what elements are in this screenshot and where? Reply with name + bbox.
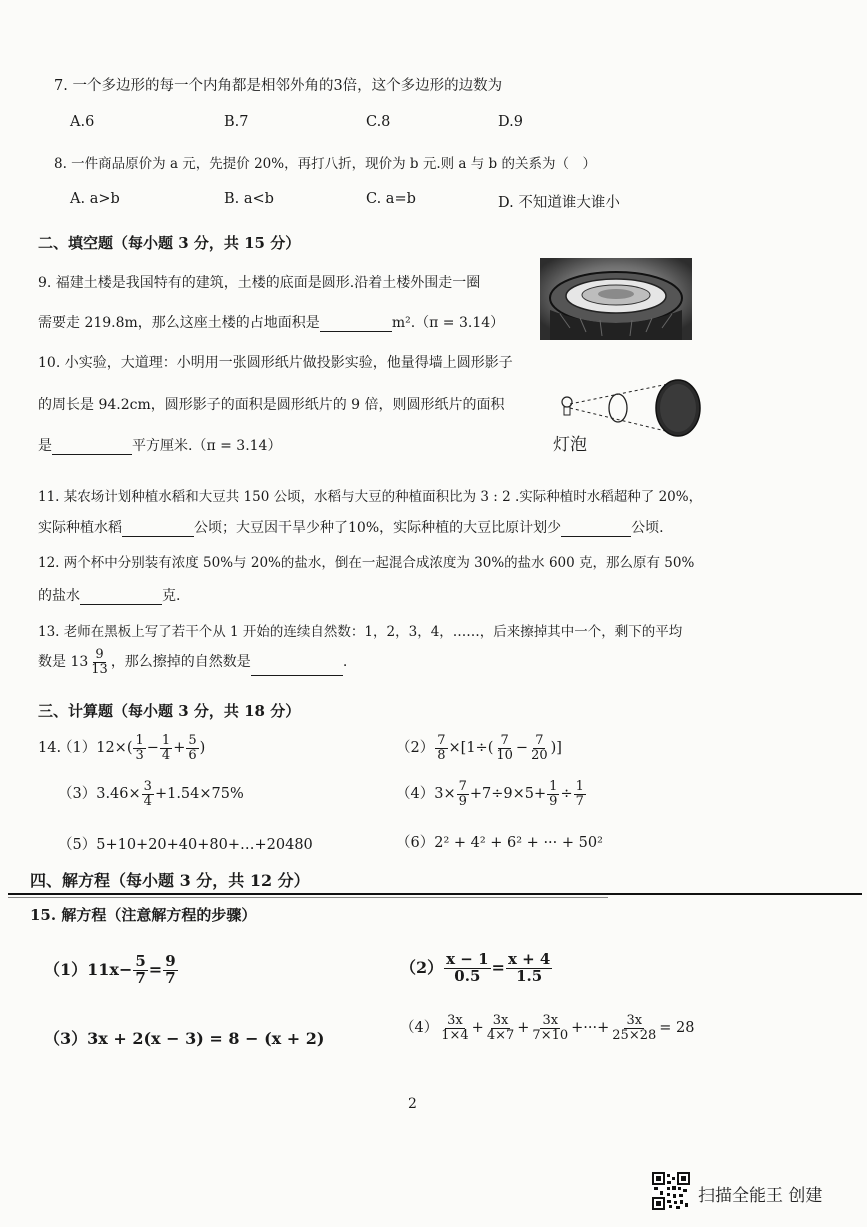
q14-part2: （2） $\frac{7}{8}$ ×[1÷( $\frac{7}{10}$ − $\frac{7}{20}$ )] xyxy=(396,733,562,763)
q15-title: 15. 解方程（注意解方程的步骤） xyxy=(30,906,257,924)
q15-part3: （3）3x + 2(x − 3) = 8 − (x + 2) xyxy=(44,1029,325,1048)
section-3-title: 三、计算题（每小题 3 分，共 18 分） xyxy=(38,702,301,720)
q10-line1: 10. 小实验，大道理：小明用一张圆形纸片做投影实验，他量得墙上圆形影子 xyxy=(38,355,513,371)
q11-text-c: 公顷. xyxy=(631,520,664,536)
q13-line1: 13. 老师在黑板上写了若干个从 1 开始的连续自然数：1，2，3，4，……，后来擦掉其中一个，剩下的平均 xyxy=(38,624,683,640)
watermark-text: 扫描全能王 创建 xyxy=(698,1186,823,1206)
q8-stem: 8. 一件商品原价为 a 元，先提价 20%，再打八折，现价为 b 元.则 a 与 b 的关系为（ ） xyxy=(54,156,596,172)
q13-text-c: . xyxy=(342,654,348,671)
q7-stem: 7. 一个多边形的每一个内角都是相邻外角的3倍，这个多边形的边数为 xyxy=(54,78,503,94)
q14-label: 14. xyxy=(38,740,62,756)
section-2-title: 二、填空题（每小题 3 分，共 15 分） xyxy=(38,234,301,252)
q12-line2 xyxy=(38,585,180,605)
q10-text-b: 平方厘米.（π = 3.14） xyxy=(132,438,282,454)
q7-option-c: C.8 xyxy=(366,114,391,130)
q13-text-b: ，那么擦掉的自然数是 xyxy=(110,654,251,671)
q9-answer-blank[interactable] xyxy=(320,317,392,332)
q8-option-c: C. a=b xyxy=(366,191,416,207)
q14-part3: （3）3.46× $\frac{3}{4}$ +1.54×75% xyxy=(58,779,244,809)
section-4-title: 四、解方程（每小题 3 分，共 12 分） xyxy=(30,871,310,890)
q11-blank-1[interactable] xyxy=(122,522,194,537)
q7-option-b: B.7 xyxy=(224,114,249,130)
q8-option-a: A. a>b xyxy=(70,191,120,207)
q15-part2: （2） $\frac{x - 1}{0.5}$ = $\frac{x + 4}{1.5}$ xyxy=(400,950,551,985)
q13-answer-blank[interactable] xyxy=(251,661,343,676)
q10-text-a: 是 xyxy=(38,438,52,454)
q10-answer-blank[interactable] xyxy=(52,440,132,455)
q15-part4: （4） $\frac{3x}{1\times 4}$ + $\frac{3x}{4\times 7}$ + $\frac{3x}{7\times 10}$ +···+ $\frac{3x}{25\times 28}$ = 28 xyxy=(400,1013,695,1043)
q7-option-a: A.6 xyxy=(70,114,95,130)
divider-line xyxy=(8,893,862,895)
q14-part1: （1）12×( $\frac{1}{3}$ − $\frac{1}{4}$ + $\frac{5}{6}$ ) xyxy=(58,733,206,763)
q14-part6: （6）2² + 4² + 6² + ··· + 50² xyxy=(396,835,603,851)
bulb-label: 灯泡 xyxy=(553,435,587,455)
q9-line2 xyxy=(38,312,504,332)
q12-text-b: 克. xyxy=(162,588,181,604)
q13-fraction: $\frac{9}{13}$ xyxy=(91,647,108,677)
q12-text-a: 的盐水 xyxy=(38,588,80,604)
divider-line-shadow xyxy=(8,897,608,898)
q11-line1: 11. 某农场计划种植水稻和大豆共 150 公顷，水稻与大豆的种植面积比为 3 : 2 .实际种植时水稻超种了 20%， xyxy=(38,489,703,505)
q13-line2 xyxy=(38,648,347,676)
q9-text-a: 需要走 219.8m，那么这座土楼的占地面积是 xyxy=(38,315,320,331)
q11-text-b: 公顷；大豆因干旱少种了10%，实际种植的大豆比原计划少 xyxy=(194,520,562,536)
q8-option-b: B. a<b xyxy=(224,191,274,207)
q10-line2: 的周长是 94.2cm，圆形影子的面积是圆形纸片的 9 倍，则圆形纸片的面积 xyxy=(38,397,505,413)
page-number: 2 xyxy=(408,1096,417,1112)
q8-option-d: D. 不知道谁大谁小 xyxy=(498,195,620,211)
q14-part5: （5）5+10+20+40+80+…+20480 xyxy=(58,837,313,853)
q9-text-b: m².（π = 3.14） xyxy=(391,315,505,331)
q10-line3 xyxy=(38,435,281,455)
q14-part4: （4）3× $\frac{7}{9}$ +7÷9×5+ $\frac{1}{9}$ ÷ $\frac{1}{7}$ xyxy=(396,779,584,809)
q9-line1: 9. 福建土楼是我国特有的建筑，土楼的底面是圆形.沿着土楼外围走一圈 xyxy=(38,275,481,291)
q12-answer-blank[interactable] xyxy=(80,590,162,605)
q12-line1: 12. 两个杯中分别装有浓度 50%与 20%的盐水，倒在一起混合成浓度为 30%的盐水 600 克，那么原有 50% xyxy=(38,555,695,571)
q11-text-a: 实际种植水稻 xyxy=(38,520,122,536)
q7-option-d: D.9 xyxy=(498,114,523,130)
tulou-photo xyxy=(540,258,692,340)
q15-part1: （1）11x− $\frac{5}{7}$ = $\frac{9}{7}$ xyxy=(44,952,176,987)
q11-line2 xyxy=(38,517,664,537)
qr-code-icon xyxy=(652,1172,690,1210)
q11-blank-2[interactable] xyxy=(561,522,631,537)
q13-text-a: 数是 13 xyxy=(38,654,89,671)
